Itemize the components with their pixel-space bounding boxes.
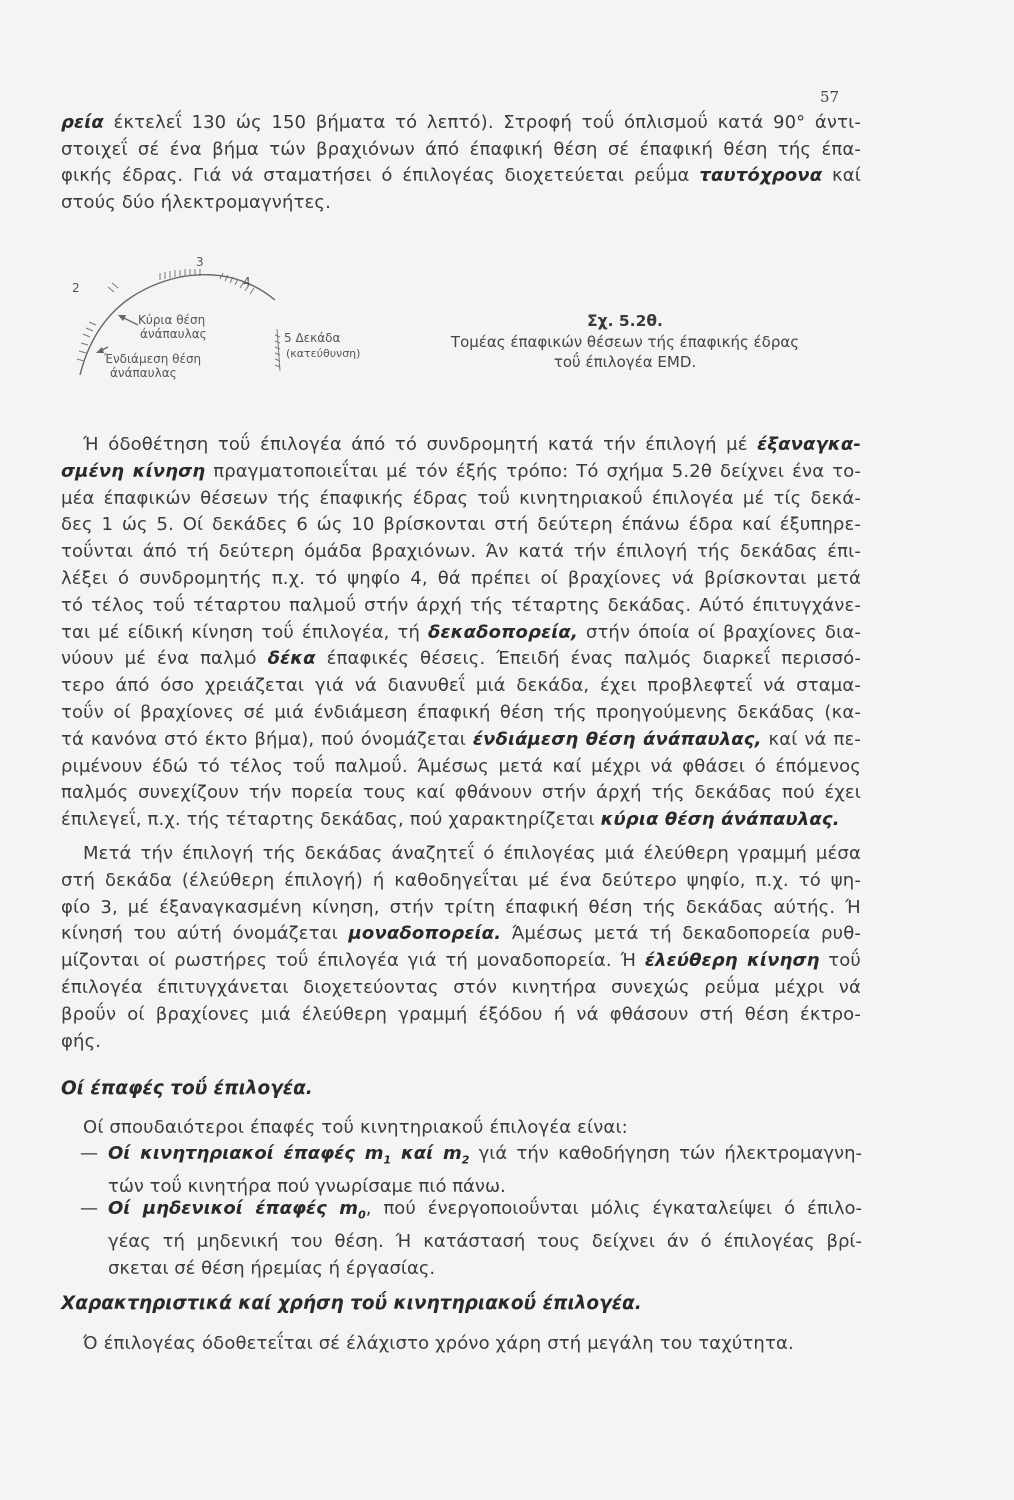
intro-line (61, 163, 861, 190)
bullet-dash: — (80, 1143, 98, 1164)
text-run: Άμέσως μετά τή δεκαδοπορεία ρυθ- (501, 923, 861, 945)
text-run: μίζονται οί ρωστήρες τοΰ έπιλογέα γιά τή μοναδοπορεία. Ή (61, 950, 645, 972)
text-run: ται μέ είδική κίνηση τοΰ έπιλογέα, τή (61, 621, 428, 643)
text-line: παλμός συνεχίζουν τήν πορεία τους καί φθάνουν στήν άρχή τής δεκάδας πού έχει (61, 782, 861, 804)
text-line: έπιλογέα έπιτυγχάνεται διοχετεύοντας στόν κινητήρα συνεχώς ρεΰμα μέχρι νά (61, 976, 861, 998)
text-run: έκτελεΐ 130 ώς 150 βήματα τό λεπτό). Στροφή τοΰ όπλισμοΰ κατά 90° άντι- (103, 112, 861, 133)
text-run: γιά τήν καθοδήγηση τών ήλεκτρομαγνη- (469, 1143, 862, 1164)
contact-ticks (160, 269, 254, 294)
emphasis-text: έξαναγκα- (757, 434, 861, 455)
emphasis-text: ρεία (61, 112, 104, 133)
subscript: 0 (358, 1208, 366, 1222)
text-line: δες 1 ώς 5. Οί δεκάδες 6 ώς 10 βρίσκονται στή δεύτερη έπάνω έδρα καί έξυπηρε- (61, 514, 861, 536)
emphasis-text: μοναδοπορεία. (348, 923, 502, 945)
text-run: στήν όποία οί βραχίονες δια- (577, 621, 861, 643)
text-run: τοΰ (819, 950, 861, 972)
text-run: έπαφικές θέσεις. Έπειδή ένας παλμός διαρκεΐ περισσό- (315, 648, 861, 670)
text-run: , πού ένεργοποιοΰνται μόλις έγκαταλείψει ό έπιλο- (365, 1198, 862, 1219)
text-line: τοΰνται άπό τή δεύτερη όμάδα βραχιόνων. Άν κατά τήν έπιλογή τής δεκάδας έπι- (61, 541, 861, 563)
emphasis-text: καί m (391, 1143, 462, 1164)
paragraph-contacts-intro (83, 1115, 863, 1142)
page-number: 57 (820, 88, 840, 106)
section-heading-contacts: Οί έπαφές τοΰ έπιλογέα. (61, 1078, 313, 1099)
text-line (61, 807, 861, 834)
caption-line: Τομέας έπαφικών θέσεων τής έπαφικής έδρας (450, 333, 800, 351)
main-rest-label-2: άνάπαυλας (140, 327, 207, 341)
position-label-2: 2 (72, 281, 80, 295)
figure-caption (410, 310, 840, 372)
direction-label: (κατεύθυνση) (286, 347, 361, 360)
text-line (61, 459, 861, 486)
paragraph-routing (61, 432, 861, 834)
text-run: τά κανόνα στό έκτο βήμα), πού όνομάζεται (61, 728, 473, 750)
emphasis-text: κύρια θέση άνάπαυλας. (600, 809, 840, 831)
text-run: καί (822, 165, 862, 186)
emphasis-text: δεκαδοπορεία, (427, 621, 578, 643)
text-line: μέα έπαφικών θέσεων τής έπαφικής έδρας τοΰ κινητηριακοΰ έπιλογέα μέ τίς δεκά- (61, 487, 861, 509)
intro-paragraph (61, 110, 861, 216)
text-line: ριμένουν έδώ τό τέλος τοΰ παλμοΰ. Άμέσως μετά καί μέχρι νά φθάσει ό έπόμενος (61, 755, 861, 777)
paragraph-speed (83, 1331, 863, 1358)
text-run: νύουν μέ ένα παλμό (61, 648, 268, 670)
text-line: τοΰν οί βραχίονες σέ μιά ένδιάμεση έπαφική θέση τής προηγούμενης δεκάδας (κα- (61, 701, 861, 723)
text-line (61, 921, 861, 948)
text-line (61, 432, 861, 459)
text-line: Οί σπουδαιότεροι έπαφές τοΰ κινητηριακοΰ έπιλογέα είναι: (83, 1117, 628, 1138)
main-rest-label: Κύρια θέση (138, 313, 206, 327)
text-line: σκεται σέ θέση ήρεμίας ή έργασίας. (108, 1257, 436, 1279)
caption-line: τοΰ έπιλογέα EMD. (553, 353, 697, 371)
text-line: λέξει ό συνδρομητής π.χ. τό ψηφίο 4, θά πρέπει οί βραχίονες νά βρίσκονται μετά (61, 567, 861, 589)
main-rest-arrow (122, 317, 138, 325)
emphasis-text: Οί κινητηριακοί έπαφές m (108, 1143, 384, 1164)
text-run: πραγματοποιεΐται μέ τόν έξής τρόπο: Τό σχήμα 5.2θ δείχνει ένα το- (205, 460, 861, 482)
section-heading-characteristics: Χαρακτηριστικά καί χρήση τοΰ κινητηριακοΰ έπιλογέα. (61, 1293, 642, 1314)
emphasis-text: ταυτόχρονα (699, 165, 823, 186)
paragraph-unit-movement (61, 841, 861, 1055)
text-line: Ό έπιλογέας όδοθετεΐται σέ έλάχιστο χρόνο χάρη στή μεγάλη του ταχύτητα. (83, 1333, 794, 1354)
text-line (61, 646, 861, 673)
subscript: 2 (461, 1153, 470, 1167)
text-line: φίο 3, μέ έξαναγκασμένη κίνηση, στήν τρίτη έπαφική θέση τής δεκάδας αύτής. Ή (61, 896, 861, 918)
text-run: κίνησή του αύτή όνομάζεται (61, 923, 349, 945)
emphasis-text: ένδιάμεση θέση άνάπαυλας, (472, 728, 762, 750)
position-label-3: 3 (196, 255, 204, 269)
position-label-4: 4 (243, 275, 251, 289)
sector-diagram (60, 255, 360, 405)
emphasis-text: Οί μηδενικοί έπαφές m (108, 1198, 359, 1219)
text-line: στή δεκάδα (έλεύθερη έπιλογή) ή καθοδηγεΐται μέ ένα δεύτερο ψηφίο, π.χ. τό ψη- (61, 869, 861, 891)
text-line: Μετά τήν έπιλογή τής δεκάδας άναζητεΐ ό έπιλογέας μιά έλεύθερη γραμμή μέσα (83, 843, 861, 864)
emphasis-text: έλεύθερη κίνηση (644, 950, 820, 972)
subscript: 1 (383, 1153, 392, 1167)
text-line: τών τοΰ κινητήρα πού γνωρίσαμε πιό πάνω. (108, 1176, 506, 1198)
bullet-dash: — (80, 1198, 98, 1219)
text-run: Ή όδοθέτηση τοΰ έπιλογέα άπό τό συνδρομητή κατά τήν έπιλογή μέ (83, 434, 758, 455)
text-run: καί νά πε- (761, 728, 861, 750)
intermediate-rest-label-2: άνάπαυλας (110, 366, 177, 380)
text-run: έπιλεγεΐ, π.χ. τής τέταρτης δεκάδας, πού χαρακτηρίζεται (61, 809, 601, 831)
intermediate-rest-label: Ένδιάμεση θέση (104, 352, 202, 366)
text-line: τό τέλος τοΰ τέταρτου παλμοΰ στήν άρχή τής τέταρτης δεκάδας. Αύτό έπιτυγχάνε- (61, 594, 861, 616)
text-line (61, 948, 861, 975)
intro-line: στοιχεΐ σέ ένα βήμα τών βραχιόνων άπό έπαφική θέση σέ έπαφική θέση τής έπα- (61, 138, 861, 160)
text-line (61, 727, 861, 754)
text-line (80, 1196, 862, 1229)
decade-label: 5 Δεκάδα (284, 331, 341, 345)
bullet-zero-contacts (80, 1196, 862, 1282)
emphasis-text: σμένη κίνηση (61, 460, 206, 482)
text-line: τερο άπό όσο χρειάζεται γιά νά διανυθεΐ μιά δεκάδα, έχει προβλεφτεΐ νά σταμα- (61, 675, 861, 697)
text-line: γέας τή μηδενική του θέση. Ή κατάστασή τους δείχνει άν ό έπιλογέας βρί- (108, 1231, 862, 1253)
text-line (80, 1141, 862, 1174)
text-run: φικής έδρας. Γιά νά σταματήσει ό έπιλογέας διοχετεύεται ρεΰμα (61, 165, 700, 186)
selector-sector-figure (60, 255, 360, 405)
intro-line (61, 110, 861, 137)
emphasis-text: δέκα (267, 648, 316, 670)
text-line: φής. (61, 1030, 102, 1052)
bullet-motor-contacts (80, 1141, 862, 1201)
text-line (61, 620, 861, 647)
intro-line: στούς δύο ήλεκτρομαγνήτες. (61, 191, 331, 213)
text-line: βροΰν οί βραχίονες μιά έλεύθερη γραμμή έξόδου ή νά φθάσουν στή θέση έκτρο- (61, 1003, 861, 1025)
caption-title: Σχ. 5.2θ. (587, 312, 663, 330)
